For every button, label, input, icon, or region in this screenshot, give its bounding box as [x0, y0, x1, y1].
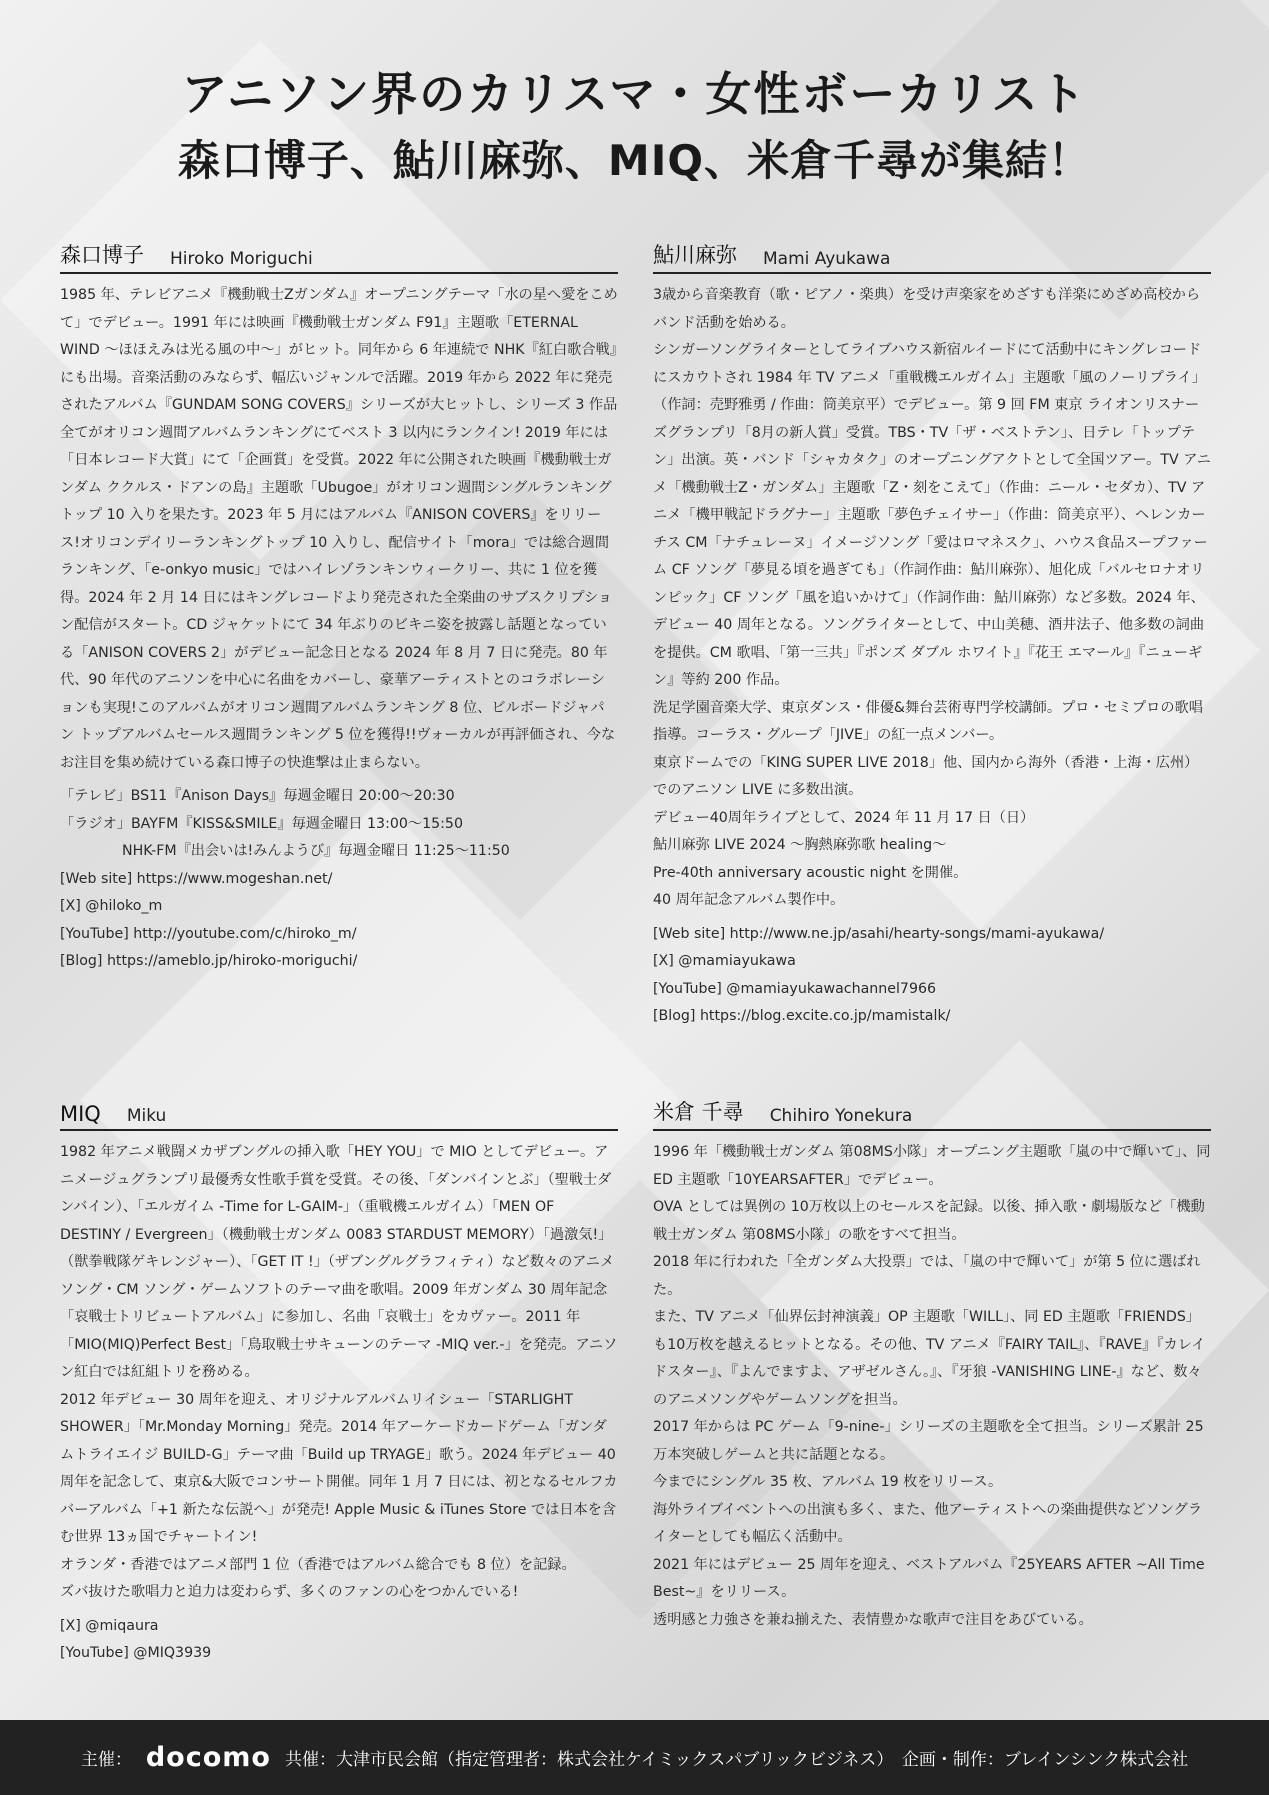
bio-paragraph: 1985 年、テレビアニメ『機動戦士Zガンダム』オープニングテーマ「水の星へ愛をこめて」でデビュー。1991 年には映画『機動戦士ガンダム F91』主題歌「ETERNAL WIND ～ほほえみは光る風の中～」がヒット。同年から 6 年連続で NHK『紅白歌合戦』にも出場。音楽活動のみならず、幅広いジャンルで活躍。2019 年から 2022 年に発売されたアルバム『GUNDAM SONG COVERS』シリーズが大ヒットし、シリーズ 3 作品全てがオリコン週間アルバムランキングにてベスト 3 以内にランクイン! 2019 年には「日本レコード大賞」にて「企画賞」を受賞。2022 年に公開された映画『機動戦士ガンダム ククルス・ドアンの島』主題歌「Ubugoe」がオリコン週間シングルランキングトップ 10 入りを果たす。2023 年 5 月にはアルバム『ANISON COVERS』をリリース!オリコンデイリーランキングトップ 10 入りし、配信サイト「mora」では総合週間ランキング、「e-onkyo music」ではハイレゾランキンウィークリー、共に 1 位を獲得。2024 年 2 月 14 日にはキングレコードより発売された全楽曲のサブスクリプション配信がスタート。CD ジャケットにて 34 年ぶりのビキニ姿を披露し話題となっている「ANISON COVERS 2」がデビュー記念日となる 2024 年 8 月 7 日に発売。80 年代、90 年代のアニソンを中心に名曲をカバーし、豪華アーティストとのコラボレーションも実現!このアルバムがオリコン週間アルバムランキング 8 位、ビルボードジャパン トップアルバムセールス週間ランキング 5 位を獲得!!ヴォーカルが再評価され、今なお注目を集め続けている森口博子の快進撃は止まらない。: [60, 287, 618, 771]
link-blog[interactable]: [Blog] https://ameblo.jp/hiroko-moriguchi/: [60, 953, 358, 969]
link-blog[interactable]: [Blog] https://blog.excite.co.jp/mamistalk/: [653, 1008, 951, 1024]
media-radio: 「ラジオ」BAYFM『KISS&SMILE』毎週金曜日 13:00～15:50: [60, 815, 463, 832]
link-youtube[interactable]: [YouTube] @MIQ3939: [60, 1645, 212, 1661]
artist-bio: [653, 1139, 1211, 1634]
bio-paragraph: OVA としては異例の 10万枚以上のセールスを記録。以後、挿入歌・劇場版など「機動戦士ガンダム 第08MS小隊」の歌をすべて担当。: [653, 1199, 1205, 1243]
footer-host-label: 主催：: [80, 1750, 132, 1770]
artist-name-row: [60, 244, 618, 274]
link-youtube[interactable]: [YouTube] @mamiayukawachannel7966: [653, 980, 937, 997]
artist-name-en: Hiroko Moriguchi: [170, 249, 313, 269]
artist-name-ja: MIQ: [60, 1102, 101, 1126]
link-website[interactable]: [Web site] https://www.mogeshan.net/: [60, 870, 333, 887]
media-radio-2: NHK-FM『出会いは!みんようび』毎週金曜日 11:25～11:50: [122, 843, 510, 859]
artist-name-en: Mami Ayukawa: [763, 249, 891, 269]
bio-paragraph: デビュー40周年ライブとして、2024 年 11 月 17 日（日）: [653, 809, 1035, 826]
bio-paragraph: 2017 年からは PC ゲーム「9-nine-」シリーズの主題歌を全て担当。シリーズ累計 25 万本突破しゲームと共に話題となる。: [653, 1419, 1204, 1463]
bio-paragraph: 今までにシングル 35 枚、アルバム 19 枚をリリース。: [653, 1474, 1003, 1490]
artist-bio: [653, 282, 1211, 1031]
link-x[interactable]: [X] @hiloko_m: [60, 898, 163, 914]
link-x[interactable]: [X] @mamiayukawa: [653, 953, 796, 969]
artist-name-ja: 森口博子: [60, 243, 144, 267]
artist-section-moriguchi: [60, 244, 618, 976]
bio-paragraph: 2021 年にはデビュー 25 周年を迎え、ベストアルバム『25YEARS AFTER ~All Time Best~』をリリース。: [653, 1556, 1205, 1600]
bio-paragraph: Pre-40th anniversary acoustic night を開催。: [653, 864, 968, 881]
headline-line-1: アニソン界のカリスマ・女性ボーカリスト: [181, 67, 1088, 121]
bio-paragraph: 3歳から音楽教育（歌・ピアノ・楽典）を受け声楽家をめざすも洋楽にめざめ高校からバンド活動を始める。: [653, 287, 1201, 331]
link-website[interactable]: [Web site] http://www.ne.jp/asahi/hearty-songs/mami-ayukawa/: [653, 925, 1105, 942]
link-youtube[interactable]: [YouTube] http://youtube.com/c/hiroko_m/: [60, 925, 357, 942]
link-x[interactable]: [X] @miqaura: [60, 1617, 159, 1634]
artist-bio: [60, 1139, 618, 1668]
artist-name-en: Chihiro Yonekura: [769, 1106, 913, 1126]
bio-paragraph: 鮎川麻弥 LIVE 2024 ～胸熱麻弥歌 healing～: [653, 837, 947, 853]
docomo-logo: docomo: [145, 1742, 271, 1773]
bio-paragraph: 1982 年アニメ戦闘メカザブングルの挿入歌「HEY YOU」で MIO としてデビュー。アニメージュグランプリ最優秀女性歌手賞を受賞。その後、「ダンバインとぶ」（聖戦士ダンバイン）、「エルガイム -Time for L-GAIM-」（重戦機エルガイム）「MEN OF DESTINY / Evergreen」（機動戦士ガンダム 0083 STARDUST MEMORY）「過激気!」（獣拳戦隊ゲキレンジャー）、「GET IT !」（ザブングルグラフィティ）など数々のアニメソング・CM ソング・ゲームソフトのテーマ曲を歌唱。2009 年ガンダム 30 周年記念「哀戦士トリビュートアルバム」に参加し、名曲「哀戦士」をカヴァー。2011 年「MIO(MIQ)Perfect Best」「鳥取戦士サキューンのテーマ -MIQ ver.-」を発売。アニソン紅白では紅組トリを務める。: [60, 1144, 618, 1380]
bio-paragraph: 1996 年「機動戦士ガンダム 第08MS小隊」オープニング主題歌「嵐の中で輝いて」、同 ED 主題歌「10YEARSAFTER」でデビュー。: [653, 1144, 1211, 1188]
footer-credits-text: 共催：大津市民会館（指定管理者：株式会社ケイミックスパブリックビジネス） 企画・制作：ブレインシンク株式会社: [284, 1750, 1189, 1770]
artist-section-miq: [60, 1101, 618, 1668]
artist-section-yonekura: [653, 1101, 1211, 1634]
bio-paragraph: 2012 年デビュー 30 周年を迎え、オリジナルアルバムリイシュー「STARLIGHT SHOWER」「Mr.Monday Morning」発売。2014 年アーケードカードゲーム「ガンダムトライエイジ BUILD-G」テーマ曲「Build up TRYAGE」歌う。2024 年デビュー 40周年を記念して、東京&大阪でコンサート開催。同年 1 月 7 日には、初となるセルフカバーアルバム「+1 新たな伝説へ」が発売! Apple Music & iTunes Store では日本を含む世界 13ヵ国でチャートイン!: [60, 1391, 618, 1545]
bio-paragraph: 透明感と力強さを兼ね揃えた、表情豊かな歌声で注目をあびている。: [653, 1611, 1093, 1628]
bio-paragraph: 2018 年に行われた「全ガンダム大投票」では、「嵐の中で輝いて」が第 5 位に選ばれた。: [653, 1254, 1201, 1298]
artist-name-row: [653, 244, 1211, 274]
artist-name-ja: 鮎川麻弥: [653, 243, 737, 267]
bio-paragraph: オランダ・香港ではアニメ部門 1 位（香港ではアルバム総合でも 8 位）を記録。: [60, 1556, 576, 1573]
headline-line-2: 森口博子、鮎川麻弥、MIQ、米倉千尋が集結！: [177, 136, 1092, 185]
artist-name-en: Miku: [126, 1106, 167, 1126]
media-tv: 「テレビ」BS11『Anison Days』毎週金曜日 20:00～20:30: [60, 788, 455, 804]
bio-paragraph: また、TV アニメ「仙界伝封神演義」OP 主題歌「WILL」、同 ED 主題歌「FRIENDS」も10万枚を越えるヒットとなる。その他、TV アニメ『FAIRY TAIL』、『RAVE』『カレイドスター』、『よんでますよ、アザゼルさん。』、『牙狼 -VANISHING LINE-』など、数々のアニメソングやゲームソングを担当。: [653, 1309, 1206, 1408]
bio-paragraph: ズバ抜けた歌唱力と迫力は変わらず、多くのファンの心をつかんでいる!: [60, 1584, 519, 1600]
artist-section-ayukawa: [653, 244, 1211, 1031]
bio-paragraph: 洗足学園音楽大学、東京ダンス・俳優&舞台芸術専門学校講師。プロ・セミプロの歌唱指導。コーラス・グループ「JIVE」の紅一点メンバー。: [653, 699, 1203, 743]
bio-paragraph: シンガーソングライターとしてライブハウス新宿ルイードにて活動中にキングレコードにスカウトされ 1984 年 TV アニメ「重戦機エルガイム」主題歌「風のノーリプライ」（作詞：売野雅勇 / 作曲：筒美京平）でデビュー。第 9 回 FM 東京 ライオンリスナーズグランプリ「8月の新人賞」受賞。TBS・TV「ザ・ベストテン」、日テレ「トップテン」出演。英・バンド「シャカタク」のオープニングアクトとして全国ツアー。TV アニメ「機動戦士Z・ガンダム」主題歌「Z・刻をこえて」（作曲：ニール・セダカ）、TV アニメ「機甲戦記ドラグナー」主題歌「夢色チェイサー」（作曲：筒美京平）、ヘレンカーチス CM「ナチュレーヌ」イメージソング「愛はロマネスク」、ハウス食品スープファーム CF ソング「夢見る頃を過ぎても」（作詞作曲：鮎川麻弥）、旭化成「バルセロナオリンピック」CF ソング「風を追いかけて」（作詞作曲：鮎川麻弥）など多数。2024 年、デビュー 40 周年となる。ソングライターとして、中山美穂、酒井法子、他多数の詞曲を提供。CM 歌唱、「第一三共」『ポンズ ダブル ホワイト』『花王 エマール』『ニューギン』等約 200 作品。: [653, 342, 1211, 688]
bio-paragraph: 40 周年記念アルバム製作中。: [653, 892, 845, 908]
artist-name-row: [653, 1101, 1211, 1131]
artist-name-row: [60, 1101, 618, 1131]
footer-credits: [0, 1720, 1269, 1795]
bio-paragraph: 海外ライブイベントへの出演も多く、また、他アーティストへの楽曲提供などソングライターとしても幅広く活動中。: [653, 1501, 1203, 1545]
bio-paragraph: 東京ドームでの「KING SUPER LIVE 2018」他、国内から海外（香港・上海・広州）でのアニソン LIVE に多数出演。: [653, 754, 1199, 798]
artist-name-ja: 米倉 千尋: [653, 1100, 744, 1124]
artist-bio: [60, 282, 618, 976]
